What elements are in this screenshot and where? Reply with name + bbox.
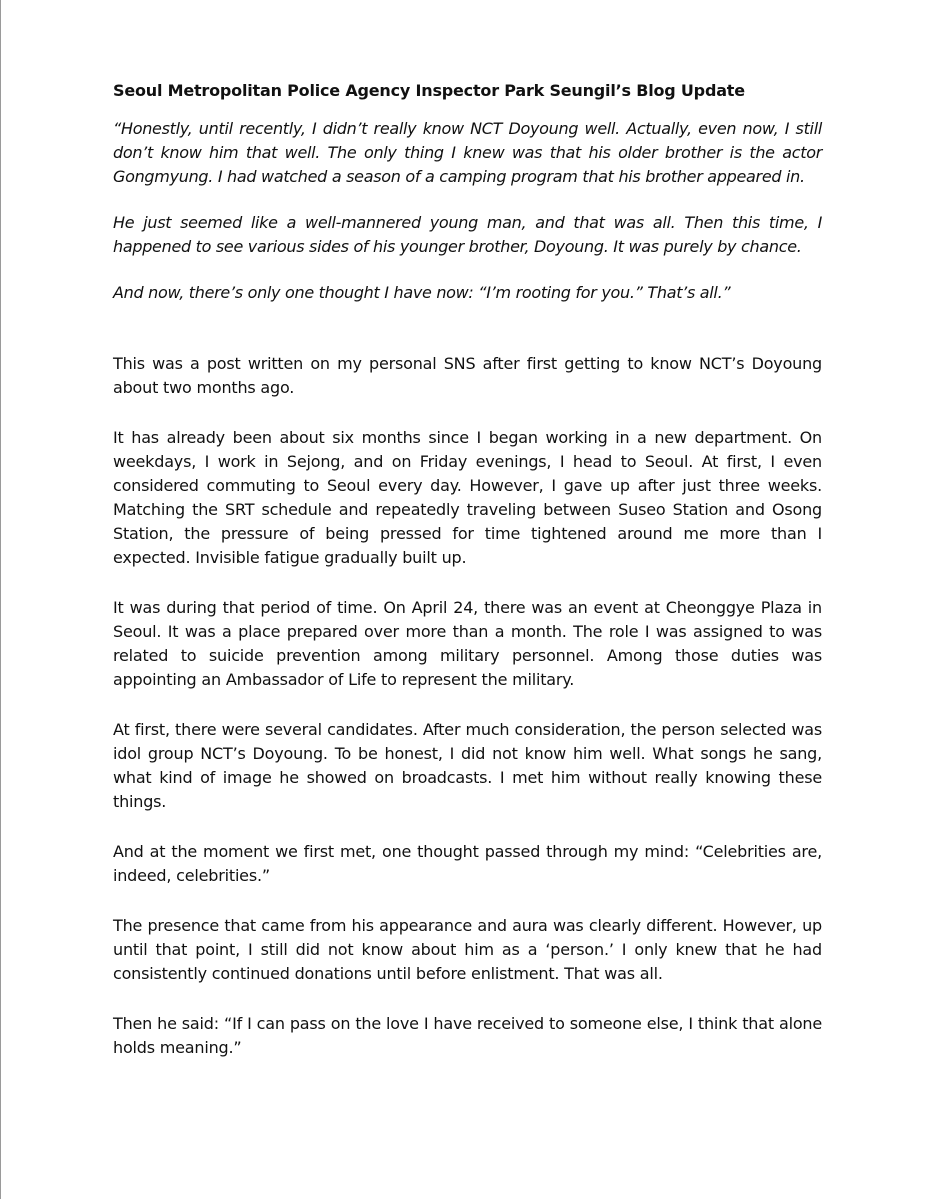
- body-text: [113, 352, 822, 1060]
- quoted-post: [113, 117, 822, 305]
- body-paragraph: At first, there were several candidates. After much consideration, the person selected was idol group NCT’s Doyoung. To be honest, I did not know him well. What songs he sang, what kind of image he showed on broadcasts. I met him without really knowing these things.: [113, 720, 822, 811]
- body-paragraph: This was a post written on my personal SNS after first getting to know NCT’s Doyoung about two months ago.: [113, 354, 822, 397]
- body-paragraph: It was during that period of time. On April 24, there was an event at Cheonggye Plaza in Seoul. It was a place prepared over more than a month. The role I was assigned to was related to suicide prevention among military personnel. Among those duties was appointing an Ambassador of Life to represent the military.: [113, 598, 822, 689]
- quote-paragraph: And now, there’s only one thought I have now: “I’m rooting for you.” That’s all.”: [113, 283, 731, 302]
- body-paragraph: Then he said: “If I can pass on the love I have received to someone else, I think that alone holds meaning.”: [113, 1014, 822, 1057]
- page-edge-line: [0, 0, 1, 1199]
- document-title: Seoul Metropolitan Police Agency Inspector Park Seungil’s Blog Update: [113, 81, 745, 100]
- quote-paragraph: He just seemed like a well-mannered young man, and that was all. Then this time, I happened to see various sides of his younger brother, Doyoung. It was purely by chance.: [113, 213, 822, 256]
- quote-paragraph: “Honestly, until recently, I didn’t really know NCT Doyoung well. Actually, even now, I still don’t know him that well. The only thing I knew was that his older brother is the actor Gongmyung. I had watched a season of a camping program that his brother appeared in.: [113, 119, 822, 186]
- document-page: [113, 79, 822, 1086]
- body-paragraph: And at the moment we first met, one thought passed through my mind: “Celebrities are, indeed, celebrities.”: [113, 842, 822, 885]
- body-paragraph: It has already been about six months since I began working in a new department. On weekdays, I work in Sejong, and on Friday evenings, I head to Seoul. At first, I even considered commuting to Seoul every day. However, I gave up after just three weeks. Matching the SRT schedule and repeatedly traveling between Suseo Station and Osong Station, the pressure of being pressed for time tightened around me more than I expected. Invisible fatigue gradually built up.: [113, 428, 822, 567]
- body-paragraph: The presence that came from his appearance and aura was clearly different. However, up until that point, I still did not know about him as a ‘person.’ I only knew that he had consistently continued donations until before enlistment. That was all.: [113, 916, 822, 983]
